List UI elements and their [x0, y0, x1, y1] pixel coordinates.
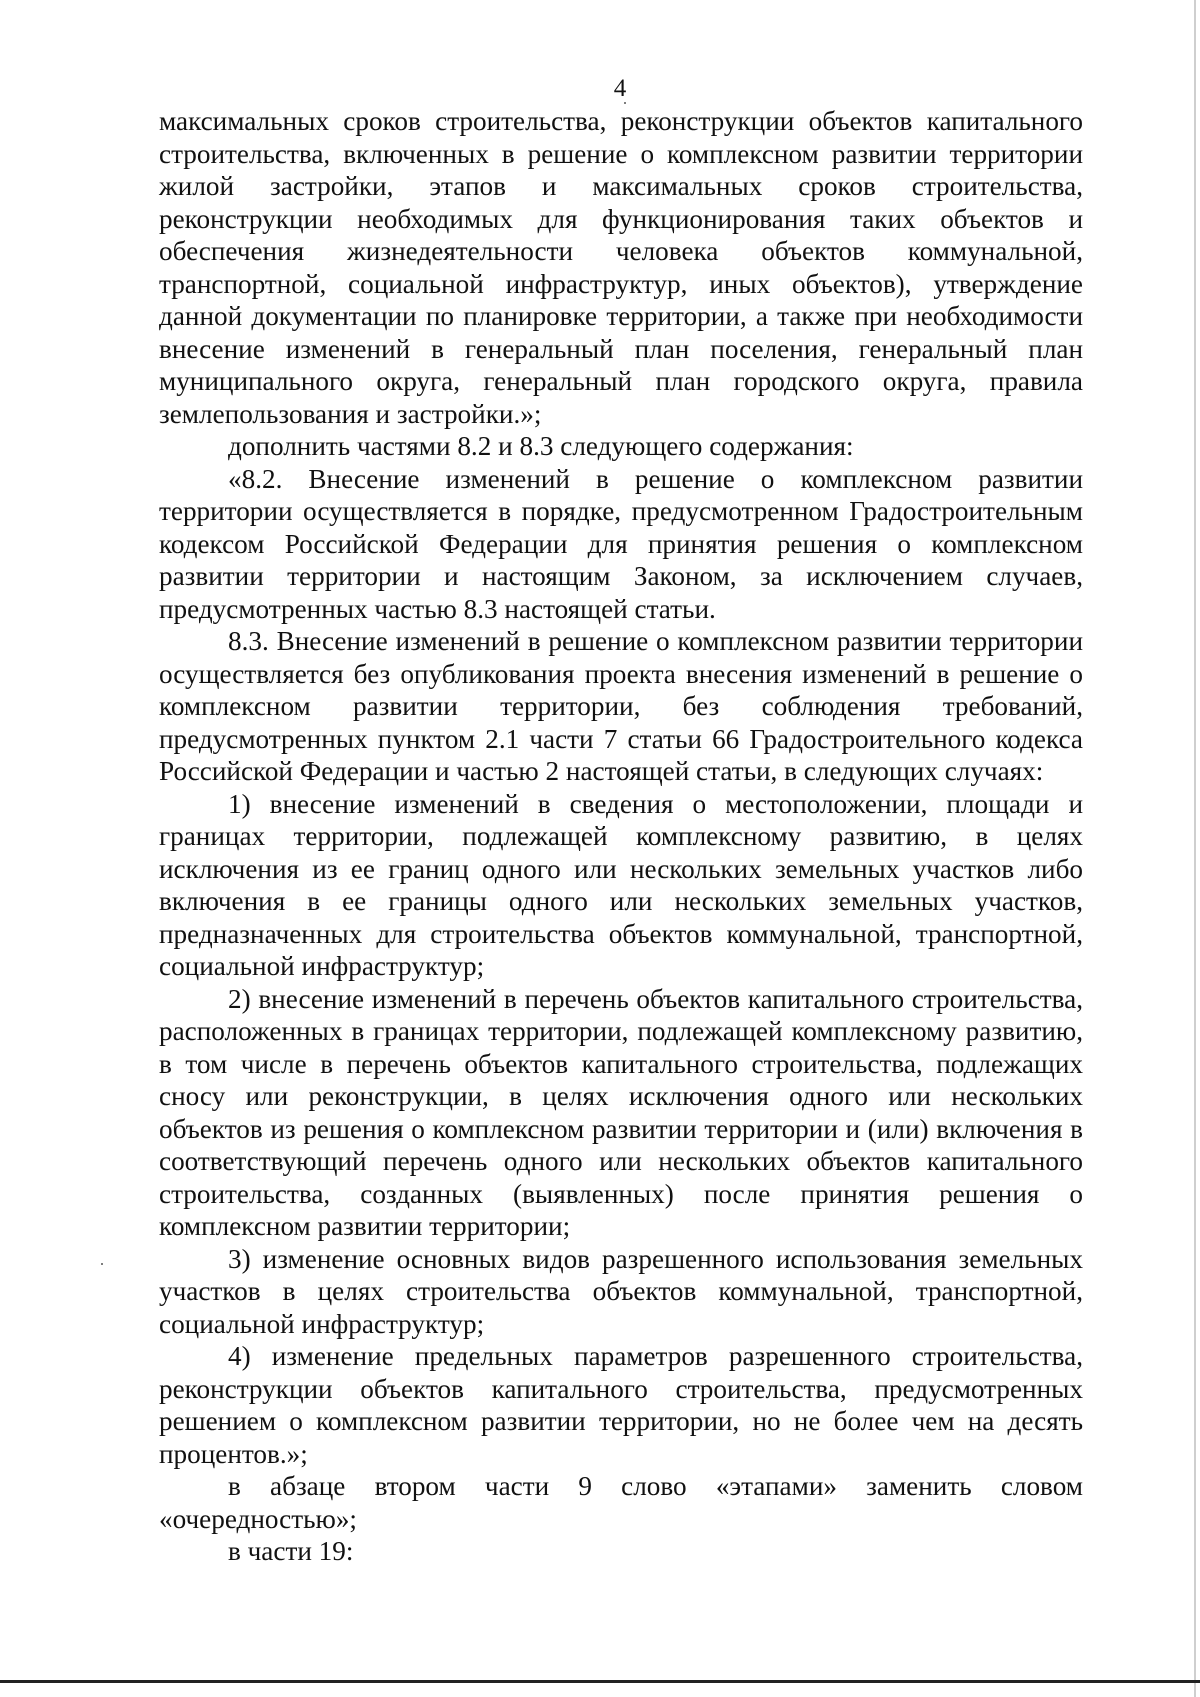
- paragraph-part-19: в части 19:: [228, 1536, 354, 1566]
- scan-speck: [101, 1263, 103, 1265]
- paragraph-part-9: в абзаце втором части 9 слово «этапами» заменить словом «очередностью»;: [159, 1471, 1083, 1534]
- scan-bottom-edge: [0, 1680, 1200, 1683]
- list-item-4: 4) изменение предельных параметров разрешенного строительства, реконструкции объектов капитального строительства, предусмотренных решением о комплексном развитии территории, но не более чем на десять процентов.»;: [159, 1341, 1083, 1469]
- list-item-2: 2) внесение изменений в перечень объектов капитального строительства, расположенных в границах территории, подлежащей комплексному развитию, в том числе в перечень объектов капитального строительства, подлежащих сносу или реконструкции, в целях исключения одного или нескольких объектов из решения о комплексном развитии территории и (или) включения в соответствующий перечень одного или нескольких объектов капитального строительства, созданных (выявленных) после принятия решения о комплексном развитии территории;: [159, 983, 1083, 1241]
- paragraph-8-2: «8.2. Внесение изменений в решение о комплексном развитии территории осуществляется в порядке, предусмотренном Градостроительным кодексом Российской Федерации для принятия решения о комплексном развитии территории и настоящим Законом, за исключением случаев, предусмотренных частью 8.3 настоящей статьи.: [159, 463, 1083, 624]
- page-number: 4: [613, 75, 627, 102]
- paragraph-8-3: 8.3. Внесение изменений в решение о комплексном развитии территории осуществляется без опубликования проекта внесения изменений в решение о комплексном развитии территории, без соблюдения требований, предусмотренных пунктом 2.1 части 7 статьи 66 Градостроительного кодекса Российской Федерации и частью 2 настоящей статьи, в следующих случаях:: [159, 626, 1083, 786]
- document-body: [159, 105, 1083, 1568]
- paragraph-continuation: максимальных сроков строительства, реконструкции объектов капитального строительства, включенных в решение о комплексном развитии территории жилой застройки, этапов и максимальных сроков строительства, реконструкции необходимых для функционирования таких объектов и обеспечения жизнедеятельности человека объектов коммунальной, транспортной, социальной инфраструктур, иных объектов), утверждение данной документации по планировке территории, а также при необходимости внесение изменений в генеральный план поселения, генеральный план муниципального округа, генеральный план городского округа, правила землепользования и застройки.»;: [159, 106, 1083, 429]
- list-item-3: 3) изменение основных видов разрешенного использования земельных участков в целях строительства объектов коммунальной, транспортной, социальной инфраструктур;: [159, 1243, 1083, 1339]
- scan-speck: [624, 102, 626, 104]
- list-item-1: 1) внесение изменений в сведения о местоположении, площади и границах территории, подлежащей комплексному развитию, в целях исключения из ее границ одного или нескольких земельных участков либо включения в ее границы одного или нескольких земельных участков, предназначенных для строительства объектов коммунальной, транспортной, социальной инфраструктур;: [159, 788, 1083, 981]
- paragraph-amendment-intro: дополнить частями 8.2 и 8.3 следующего содержания:: [228, 431, 854, 461]
- scan-edge: [1194, 0, 1196, 1697]
